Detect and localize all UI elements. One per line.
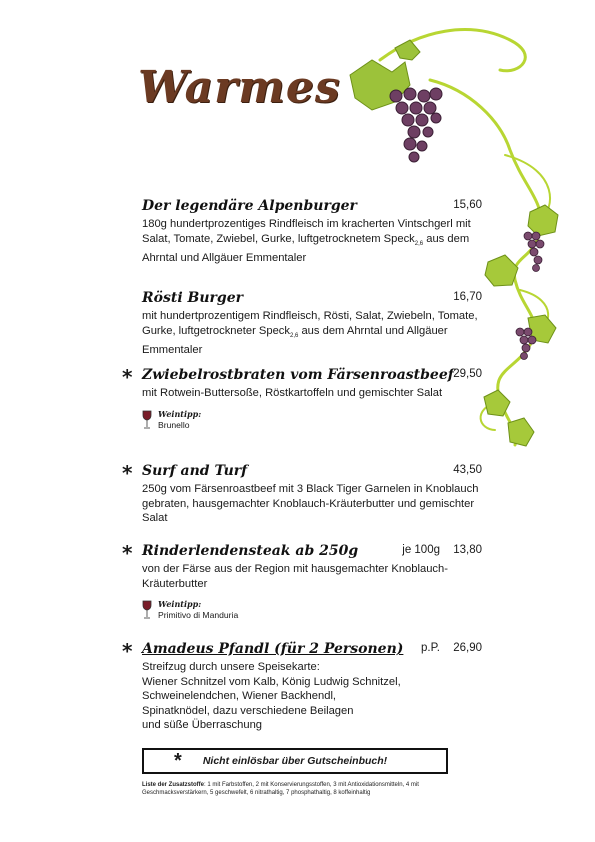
- menu-item: [142, 290, 482, 358]
- wine-name: Primitivo di Manduria: [158, 610, 239, 620]
- wine-tip: [142, 599, 482, 621]
- item-price: 16,70: [453, 291, 482, 303]
- item-name: Rösti Burger: [142, 290, 243, 306]
- menu-item: [122, 639, 482, 733]
- notice-text: Nicht einlösbar über Gutscheinbuch!: [202, 755, 388, 767]
- wine-name: Brunello: [158, 419, 190, 430]
- item-description: Streifzug durch unsere Speisekarte: Wiener Schnitzel vom Kalb, König Ludwig Schnitzel, Schweinelendchen, Wiener Backhendl, Spinatknödel, dazu verschiedene Beilagen und süße Überraschung: [142, 661, 401, 731]
- item-unit: p.P.: [421, 642, 440, 654]
- star-marker: *: [122, 365, 133, 389]
- item-name: Rinderlendensteak ab 250g: [142, 543, 359, 559]
- item-description: mit hundertprozentigem Rindfleisch, Rösti, Salat, Zwiebeln, Tomate, Gurke, luftgetrockneter Speck$_{2,6}$ aus dem Ahrntal und Allgäuer Emmentaler: [142, 310, 478, 357]
- item-description: 180g hundertprozentiges Rindfleisch im kracherten Vintschgerl mit Salat, Tomate, Zwiebel, Gurke, luftgetrocknetem Speck$_{2,6}$ aus dem Ahrntal und Allgäuer Emmentaler: [142, 218, 471, 265]
- wine-tip-label: Weintipp:: [158, 408, 202, 419]
- item-name: Surf and Turf: [142, 463, 248, 479]
- menu-item: [122, 541, 482, 621]
- item-description: mit Rotwein-Buttersoße, Röstkartoffeln und gemischter Salat: [142, 387, 443, 399]
- item-price: 43,50: [453, 464, 482, 476]
- additives-footnote: Liste der Zusatzstoffe: 1 mit Farbstoffen, 2 mit Konservierungsstoffen, 3 mit Antioxidationsmitteln, 4 mit Geschmacksverstärkern, 5 geschwefelt, 6 nitrathaltig, 7 phosphathaltig, 8 koffeinhaltig: [142, 782, 419, 796]
- wine-tip-label: Weintipp:: [158, 599, 202, 609]
- menu-item: [122, 365, 482, 431]
- item-price: 13,80: [453, 544, 482, 556]
- wine-tip: [142, 409, 482, 431]
- wine-glass-icon: [142, 410, 152, 430]
- item-name: Der legendäre Alpenburger: [142, 198, 357, 214]
- item-description: von der Färse aus der Region mit hausgemachter Knoblauch-Kräuterbutter: [142, 563, 448, 590]
- item-name: Amadeus Pfandl (für 2 Personen): [142, 641, 404, 657]
- item-price: 15,60: [453, 199, 482, 211]
- star-marker: *: [122, 639, 133, 663]
- item-name: Zwiebelrostbraten vom Färsenroastbeef: [142, 367, 454, 383]
- wine-glass-icon: [142, 600, 152, 620]
- menu-item: [142, 198, 482, 266]
- grapes-icon: [390, 88, 442, 162]
- star-marker: *: [122, 541, 133, 565]
- item-price: 29,50: [453, 368, 482, 380]
- menu-item: [122, 461, 482, 526]
- page-title: Warmes: [138, 62, 341, 113]
- star-marker: *: [174, 750, 182, 772]
- item-price: 26,90: [453, 642, 482, 654]
- star-marker: *: [122, 461, 133, 485]
- item-unit: je 100g: [402, 544, 440, 556]
- item-description: 250g vom Färsenroastbeef mit 3 Black Tiger Garnelen in Knoblauch gebraten, hausgemachter Knoblauch-Kräuterbutter und gemischter Salat: [142, 483, 479, 524]
- voucher-notice: [142, 748, 448, 774]
